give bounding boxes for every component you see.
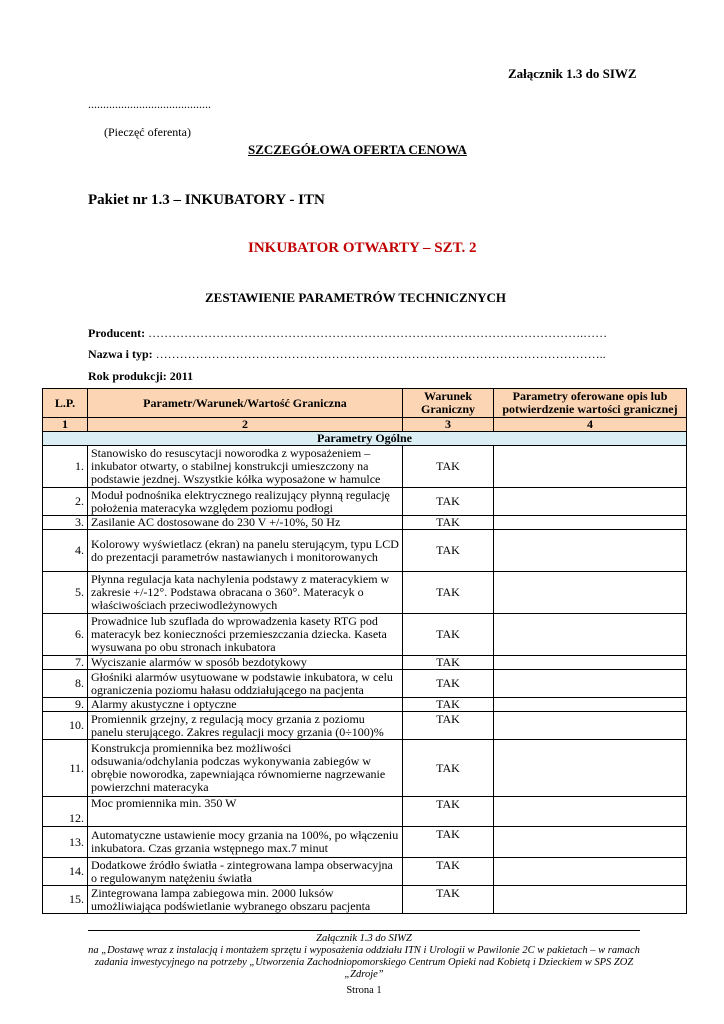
row-param: Automatyczne ustawienie mocy grzania na 100%, po włączeniu inkubatora. Czas grzania wstępnego max.7 minut <box>88 827 403 858</box>
header-offer: Parametry oferowane opis lub potwierdzenie wartości granicznej <box>494 389 687 418</box>
table-row <box>43 670 687 698</box>
device-title: INKUBATOR OTWARTY – SZT. 2 <box>248 240 477 256</box>
row-offer-cell[interactable] <box>494 827 687 858</box>
row-param: Alarmy akustyczne i optyczne <box>88 698 403 712</box>
row-requirement: TAK <box>403 670 494 698</box>
section-row <box>43 432 687 446</box>
row-requirement: TAK <box>403 614 494 656</box>
table-row <box>43 488 687 516</box>
producer-label: Producent: <box>88 326 146 340</box>
header-lp: L.P. <box>43 389 88 418</box>
row-number: 14. <box>43 858 88 886</box>
row-param: Stanowisko do resuscytacji noworodka z wyposażeniem – inkubator otwarty, o stabilnej konstrukcji umieszczony na podstawie jezdnej. Wszystkie kółka wyposażone w hamulce <box>88 446 403 488</box>
offer-title: SZCZEGÓŁOWA OFERTA CENOWA <box>248 142 467 157</box>
row-requirement: TAK <box>403 740 494 797</box>
row-param: Konstrukcja promiennika bez możliwości odsuwania/odchylania podczas wykonywania zabiegów w obrębie noworodka, zapewniająca równomierne nagrzewanie powierzchni materacyka <box>88 740 403 797</box>
table-row <box>43 698 687 712</box>
row-number: 6. <box>43 614 88 656</box>
row-number: 12. <box>43 797 88 827</box>
name-line <box>88 347 606 362</box>
row-param: Moduł podnośnika elektrycznego realizujący płynną regulację położenia materacyka względem poziomu podłogi <box>88 488 403 516</box>
row-requirement: TAK <box>403 886 494 914</box>
row-param: Moc promiennika min. 350 W <box>88 797 403 827</box>
table-row <box>43 446 687 488</box>
table-row <box>43 886 687 914</box>
row-offer-cell[interactable] <box>494 712 687 740</box>
row-number: 4. <box>43 530 88 572</box>
row-requirement: TAK <box>403 858 494 886</box>
row-requirement: TAK <box>403 712 494 740</box>
row-offer-cell[interactable] <box>494 614 687 656</box>
row-offer-cell[interactable] <box>494 886 687 914</box>
parameters-table <box>42 388 687 914</box>
row-offer-cell[interactable] <box>494 572 687 614</box>
row-number: 9. <box>43 698 88 712</box>
section-title: Parametry Ogólne <box>43 432 687 446</box>
row-offer-cell[interactable] <box>494 797 687 827</box>
row-number: 15. <box>43 886 88 914</box>
row-offer-cell[interactable] <box>494 740 687 797</box>
row-requirement: TAK <box>403 530 494 572</box>
page-number: Strona 1 <box>346 985 382 996</box>
col-number: 2 <box>88 418 403 432</box>
table-row <box>43 656 687 670</box>
footer-text <box>88 933 640 981</box>
row-param: Wyciszanie alarmów w sposób bezdotykowy <box>88 656 403 670</box>
col-number: 4 <box>494 418 687 432</box>
row-offer-cell[interactable] <box>494 698 687 712</box>
row-number: 1. <box>43 446 88 488</box>
table-row <box>43 858 687 886</box>
row-offer-cell[interactable] <box>494 516 687 530</box>
row-offer-cell[interactable] <box>494 670 687 698</box>
row-number: 2. <box>43 488 88 516</box>
row-param: Kolorowy wyświetlacz (ekran) na panelu sterującym, typu LCD do prezentacji parametrów nastawianych i monitorowanych <box>88 530 403 572</box>
row-offer-cell[interactable] <box>494 446 687 488</box>
row-number: 11. <box>43 740 88 797</box>
row-requirement: TAK <box>403 572 494 614</box>
name-fill: ………………………………………………………………………………………………….. <box>155 347 606 361</box>
year-line: Rok produkcji: 2011 <box>88 369 194 383</box>
seal-dotted-line: ......................................... <box>88 97 211 111</box>
row-requirement: TAK <box>403 488 494 516</box>
table-row <box>43 827 687 858</box>
footer-divider <box>88 930 640 931</box>
row-requirement: TAK <box>403 446 494 488</box>
row-number: 5. <box>43 572 88 614</box>
row-requirement: TAK <box>403 656 494 670</box>
seal-label: (Pieczęć oferenta) <box>104 125 191 139</box>
table-row <box>43 614 687 656</box>
row-param: Dodatkowe źródło światła - zintegrowana lampa obserwacyjna o regulowanym natężeniu światła <box>88 858 403 886</box>
table-header-row <box>43 389 687 418</box>
producer-line <box>88 326 607 341</box>
row-offer-cell[interactable] <box>494 488 687 516</box>
row-param: Prowadnice lub szuflada do wprowadzenia kasety RTG pod materacyk bez konieczności przemieszczania dziecka. Kaseta wysuwana po obu stronach inkubatora <box>88 614 403 656</box>
column-numbers-row <box>43 418 687 432</box>
row-param: Zasilanie AC dostosowane do 230 V +/-10%, 50 Hz <box>88 516 403 530</box>
row-offer-cell[interactable] <box>494 530 687 572</box>
row-requirement: TAK <box>403 516 494 530</box>
row-number: 3. <box>43 516 88 530</box>
attachment-label: Załącznik 1.3 do SIWZ <box>508 66 637 81</box>
table-row <box>43 712 687 740</box>
row-offer-cell[interactable] <box>494 858 687 886</box>
row-param: Płynna regulacja kata nachylenia podstawy z materacykiem w zakresie +/-12°. Podstawa obracana o 360°. Materacyk o właściwościach przeciwodleżynowych <box>88 572 403 614</box>
table-row <box>43 797 687 827</box>
row-number: 10. <box>43 712 88 740</box>
col-number: 3 <box>403 418 494 432</box>
table-row <box>43 530 687 572</box>
col-number: 1 <box>43 418 88 432</box>
header-param: Parametr/Warunek/Wartość Graniczna <box>88 389 403 418</box>
row-number: 7. <box>43 656 88 670</box>
package-title: Pakiet nr 1.3 – INKUBATORY - ITN <box>88 192 325 208</box>
producer-fill: ……………………………………………………………………………………………….…… <box>148 326 608 340</box>
name-label: Nazwa i typ: <box>88 347 153 361</box>
row-offer-cell[interactable] <box>494 656 687 670</box>
row-param: Głośniki alarmów usytuowane w podstawie inkubatora, w celu ograniczenia poziomu hałasu oddziałującego na pacjenta <box>88 670 403 698</box>
parameters-title: ZESTAWIENIE PARAMETRÓW TECHNICZNYCH <box>205 290 506 305</box>
row-number: 8. <box>43 670 88 698</box>
row-number: 13. <box>43 827 88 858</box>
footer-attachment: Załącznik 1.3 do SIWZ <box>316 933 412 944</box>
footer-description: na „Dostawę wraz z instalacją i montażem sprzętu i wyposażenia oddziału ITN i Urologii w Pawilonie 2C w pakietach – w ramach zadania inwestycyjnego na potrzeby „Utworzenia Zachodniopomorskiego Centrum Opieki nad Kobietą i Dzieckiem w SPS ZOZ „Zdroje” <box>88 945 640 980</box>
row-param: Promiennik grzejny, z regulacją mocy grzania z poziomu panelu sterującego. Zakres regulacji mocy grzania (0÷100)% <box>88 712 403 740</box>
row-requirement: TAK <box>403 827 494 858</box>
row-param: Zintegrowana lampa zabiegowa min. 2000 luksów umożliwiająca podświetlanie wybranego obszaru pacjenta <box>88 886 403 914</box>
row-requirement: TAK <box>403 698 494 712</box>
table-row <box>43 516 687 530</box>
row-requirement: TAK <box>403 797 494 827</box>
table-row <box>43 572 687 614</box>
header-cond: Warunek Graniczny <box>403 389 494 418</box>
table-row <box>43 740 687 797</box>
